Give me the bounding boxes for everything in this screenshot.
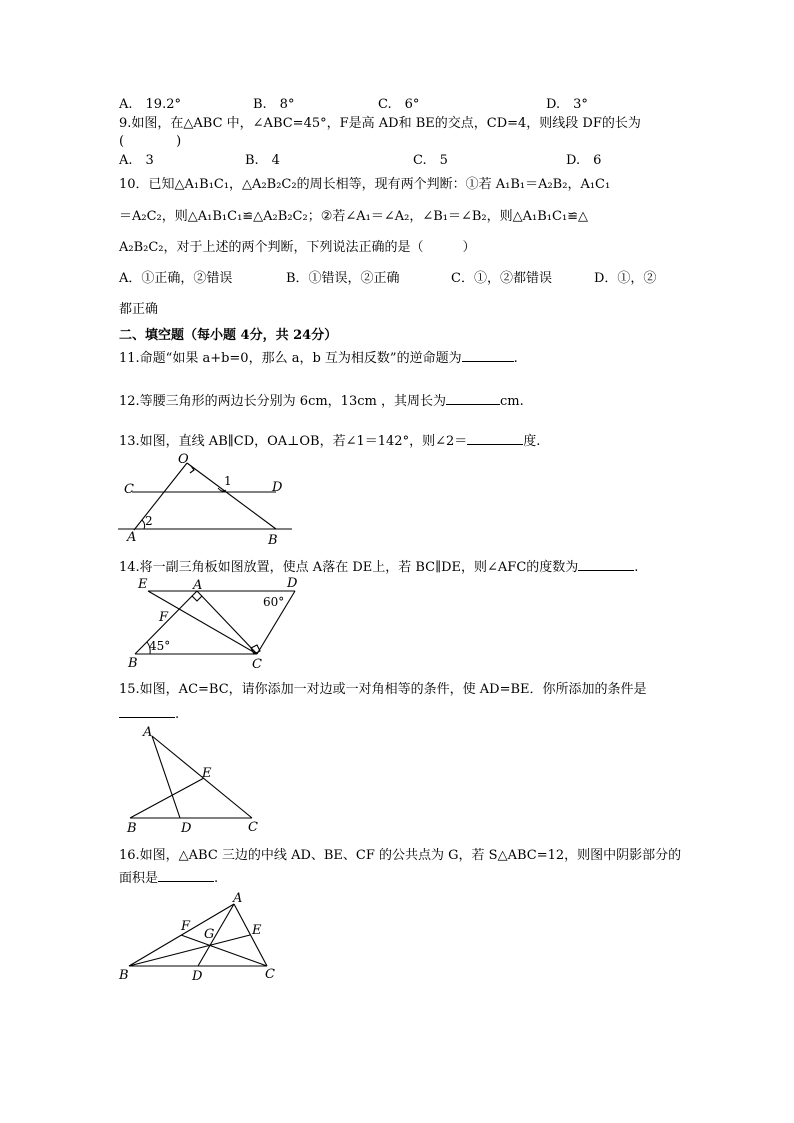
q16-median-cf: [181, 935, 267, 966]
q10-option-a: A．①正确，②错误: [119, 271, 233, 286]
q10-option-d: D．①，②: [594, 271, 657, 286]
q11-end: .: [513, 351, 518, 366]
q9-option-c: C. 5: [413, 153, 448, 168]
q15-label-b: B: [127, 821, 137, 836]
q16-text-2: 面积是: [119, 871, 159, 886]
q13-label-d: D: [272, 480, 283, 495]
q11-answer-blank[interactable]: [462, 348, 514, 362]
q16-figure: [115, 890, 290, 985]
q14-label-a: A: [193, 578, 203, 593]
q13-label-angle-1: 1: [224, 474, 232, 488]
q16-end: .: [214, 871, 219, 886]
q13-label-b: B: [268, 533, 278, 548]
q15-label-a: A: [143, 725, 153, 740]
q8-option-b: B. 8°: [253, 97, 295, 112]
q13-answer-blank[interactable]: [467, 431, 523, 445]
q12-text: 12.等腰三角形的两边长分别为 6cm，13cm ，其周长为: [119, 394, 446, 409]
q13-figure: [110, 448, 300, 548]
q15-segment-ad: [152, 736, 180, 818]
q15-figure: [120, 722, 270, 837]
q15-segment-be: [130, 778, 204, 818]
q9-stem: 9.如图，在△ABC 中，∠ABC=45°，F是高 AD和 BE的交点，CD=4，则线段 DF的长为: [119, 116, 641, 131]
q13-label-a: A: [127, 530, 137, 545]
q16-median-be: [129, 935, 250, 966]
q14-text: 14.将一副三角板如图放置，使点 A落在 DE上，若 BC∥DE，则∠AFC的度数为: [119, 560, 579, 575]
q12-end: cm.: [499, 394, 524, 409]
q16-label-a: A: [233, 891, 243, 906]
q10-line-1: 10．已知△A₁B₁C₁，△A₂B₂C₂的周长相等，现有两个判断：①若 A₁B₁＝A₂B₂，A₁C₁: [119, 177, 611, 192]
q16-label-c: C: [265, 967, 275, 982]
q14-label-e: E: [138, 577, 148, 592]
q8-option-c: C. 6°: [378, 97, 420, 112]
q12-answer-blank[interactable]: [446, 391, 500, 405]
q14-label-b: B: [128, 656, 138, 671]
q9-option-d: D. 6: [566, 153, 602, 168]
q15-text: 15.如图，AC=BC，请你添加一对边或一对角相等的条件，使 AD=BE．你所添加的条件是: [119, 682, 647, 697]
q13-segment-ob: [187, 463, 276, 529]
q14-right-angle-c: [251, 645, 260, 654]
q15-end: .: [175, 707, 180, 722]
q8-option-d: D. 3°: [546, 97, 588, 112]
q16-label-e: E: [252, 923, 262, 938]
q13-right-angle-mark: [190, 466, 194, 473]
q10-option-b: B．①错误，②正确: [286, 271, 400, 286]
q13-label-c: C: [124, 482, 134, 497]
q14-label-f: F: [159, 610, 169, 625]
q13-segment-oa: [134, 463, 187, 530]
q13-text: 13.如图，直线 AB∥CD，OA⊥OB，若∠1＝142°，则∠2＝: [119, 434, 468, 449]
q15-label-c: C: [248, 820, 258, 835]
q11-text-line: [119, 348, 518, 367]
q10-option-c: C．①，②都错误: [451, 271, 552, 286]
q10-line-5: 都正确: [119, 302, 159, 317]
q15-label-d: D: [181, 821, 192, 836]
q9-option-a: A. 3: [119, 153, 154, 168]
q14-label-45: 45°: [149, 639, 171, 653]
q14-answer-blank[interactable]: [578, 557, 634, 571]
q11-text: 11.命题“如果 a+b=0，那么 a，b 互为相反数”的逆命题为: [119, 351, 462, 366]
section-2-title: 二、填空题（每小题 4分，共 24分）: [119, 328, 338, 343]
q14-segment-ac: [197, 591, 257, 654]
q14-label-d: D: [287, 576, 298, 591]
q16-label-b: B: [119, 968, 129, 983]
q13-end: 度.: [523, 434, 541, 449]
q8-option-a: A. 19.2°: [119, 97, 181, 112]
q13-label-o: O: [178, 452, 189, 467]
q16-label-d: D: [192, 969, 203, 984]
q12-text-line: [119, 391, 524, 410]
q14-label-60: 60°: [263, 595, 285, 609]
q10-line-3: A₂B₂C₂，对于上述的两个判断，下列说法正确的是（ ）: [119, 240, 476, 255]
q13-label-angle-2: 2: [145, 514, 153, 528]
q16-segment-ac: [234, 904, 267, 966]
q16-line-2: [119, 868, 218, 887]
q15-label-e: E: [202, 766, 212, 781]
q14-text-line: [119, 557, 638, 576]
q14-figure: [125, 575, 310, 675]
q9-paren: ( ): [119, 134, 182, 149]
q16-answer-blank[interactable]: [158, 868, 214, 882]
q14-right-angle-a: [192, 596, 202, 601]
q16-line-1: 16.如图，△ABC 三边的中线 AD、BE、CF 的公共点为 G，若 S△ABC=12，则图中阴影部分的: [119, 848, 682, 863]
q16-label-g: G: [204, 927, 215, 942]
q15-answer-blank[interactable]: [119, 704, 175, 718]
q9-option-b: B. 4: [245, 153, 280, 168]
q16-label-f: F: [181, 919, 191, 934]
q15-answer-line: [119, 704, 179, 723]
q14-end: .: [634, 560, 639, 575]
q14-label-c: C: [252, 657, 262, 672]
q10-line-2: ＝A₂C₂，则△A₁B₁C₁≌△A₂B₂C₂；②若∠A₁＝∠A₂，∠B₁＝∠B₂，则△A₁B₁C₁≌△: [119, 209, 589, 224]
